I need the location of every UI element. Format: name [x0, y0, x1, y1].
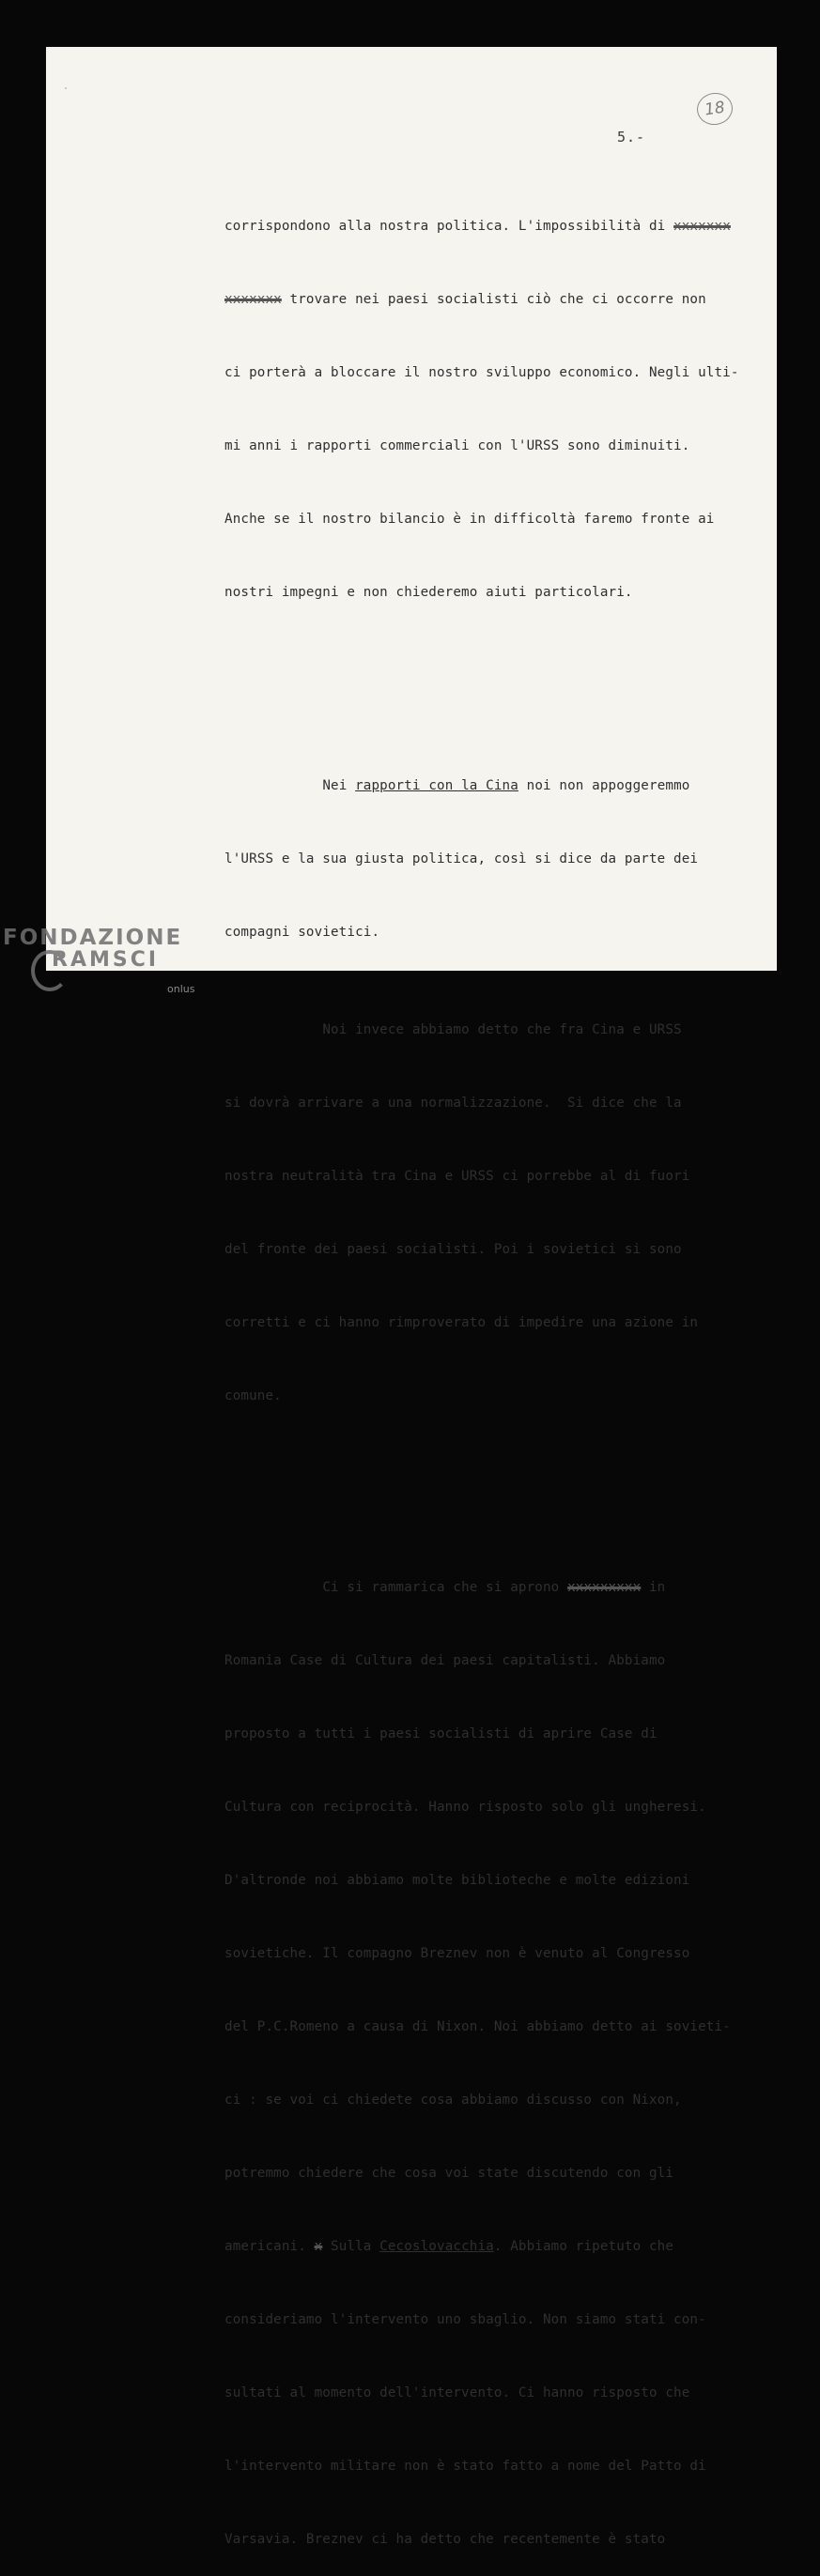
- text-span: Sulla: [322, 2239, 380, 2254]
- text-span: americani.: [224, 2239, 315, 2254]
- text-line: ci porterà a bloccare il nostro sviluppo economico. Negli ulti-: [224, 365, 739, 380]
- struck-text: xxxxxxx: [224, 292, 282, 307]
- text-line: Romania Case di Cultura dei paesi capitalisti. Abbiamo: [224, 1653, 666, 1668]
- struck-text: xxxxxxx: [673, 219, 731, 234]
- watermark-line2: RAMSCI: [52, 948, 160, 972]
- text-line: [224, 1018, 788, 1042]
- text-span: Ci si rammarica che si aprono: [322, 1580, 568, 1595]
- text-span: Nei: [322, 778, 356, 793]
- paper-speck: [65, 87, 67, 89]
- text-line: del P.C.Romeno a causa di Nixon. Noi abbiamo detto ai sovieti-: [224, 2019, 731, 2034]
- text-line: [224, 2234, 788, 2259]
- text-line: ci : se voi ci chiedete cosa abbiamo discusso con Nixon,: [224, 2093, 682, 2108]
- text-line: proposto a tutti i paesi socialisti di aprire Case di: [224, 1726, 658, 1741]
- text-line: compagni sovietici.: [224, 925, 380, 940]
- text-line: Cultura con reciprocità. Hanno risposto solo gli ungheresi.: [224, 1800, 706, 1815]
- text-line: corretti e ci hanno rimproverato di impedire una azione in: [224, 1315, 699, 1330]
- typed-text-body: [224, 165, 788, 2576]
- text-line: [224, 1575, 788, 1600]
- text-line: sovietiche. Il compagno Breznev non è venuto al Congresso: [224, 1946, 690, 1961]
- text-line: [224, 287, 788, 312]
- text-line: comune.: [224, 1388, 282, 1403]
- text-line: del fronte dei paesi socialisti. Poi i sovietici si sono: [224, 1242, 682, 1257]
- text-line: l'URSS e la sua giusta politica, così si dice da parte dei: [224, 851, 699, 866]
- watermark-onlus: onlus: [167, 983, 195, 995]
- text-line: potremmo chiedere che cosa voi state discutendo con gli: [224, 2166, 674, 2181]
- text-line: mi anni i rapporti commerciali con l'URSS sono diminuiti.: [224, 438, 690, 453]
- struck-text: xxxxxxxxx: [567, 1580, 642, 1595]
- text-line: [224, 774, 788, 798]
- archive-page-stamp: 18: [695, 91, 735, 128]
- text-line: D'altronde noi abbiamo molte biblioteche e molte edizioni: [224, 1873, 690, 1888]
- fondazione-gramsci-watermark: [3, 926, 183, 972]
- text-span: in: [641, 1580, 666, 1595]
- text-line: consideriamo l'intervento uno sbaglio. Non siamo stati con-: [224, 2312, 706, 2327]
- text-line: l'intervento militare non è stato fatto a nome del Patto di: [224, 2459, 706, 2474]
- text-span: Noi invece abbiamo detto che fra Cina e URSS: [322, 1022, 682, 1037]
- text-line: Anche se il nostro bilancio è in difficoltà faremo fronte ai: [224, 512, 715, 527]
- paragraph-gap: [224, 678, 788, 700]
- text-line: nostri impegni e non chiederemo aiuti particolari.: [224, 585, 633, 600]
- text-span: . Abbiamo ripetuto che: [493, 2239, 674, 2254]
- page-number: 5.-: [617, 129, 646, 146]
- watermark-line1: FONDAZIONE: [3, 926, 183, 950]
- text-line: [224, 214, 788, 238]
- text-line: sultati al momento dell'intervento. Ci hanno risposto che: [224, 2385, 690, 2400]
- text-line: Varsavia. Breznev ci ha detto che recentemente è stato: [224, 2532, 666, 2547]
- text-span: noi non appoggeremmo: [518, 778, 690, 793]
- text-line: si dovrà arrivare a una normalizzazione. Si dice che la: [224, 1096, 682, 1111]
- text-line: nostra neutralità tra Cina e URSS ci porrebbe al di fuori: [224, 1169, 690, 1184]
- text-span: corrispondono alla nostra politica. L'impossibilità di: [224, 219, 674, 234]
- struck-text: x: [314, 2239, 323, 2254]
- underlined-text: rapporti con la Cina: [355, 778, 518, 793]
- paragraph-gap: [224, 1481, 788, 1502]
- text-span: trovare nei paesi socialisti ciò che ci occorre non: [281, 292, 706, 307]
- underlined-text: Cecoslovacchia: [379, 2239, 494, 2254]
